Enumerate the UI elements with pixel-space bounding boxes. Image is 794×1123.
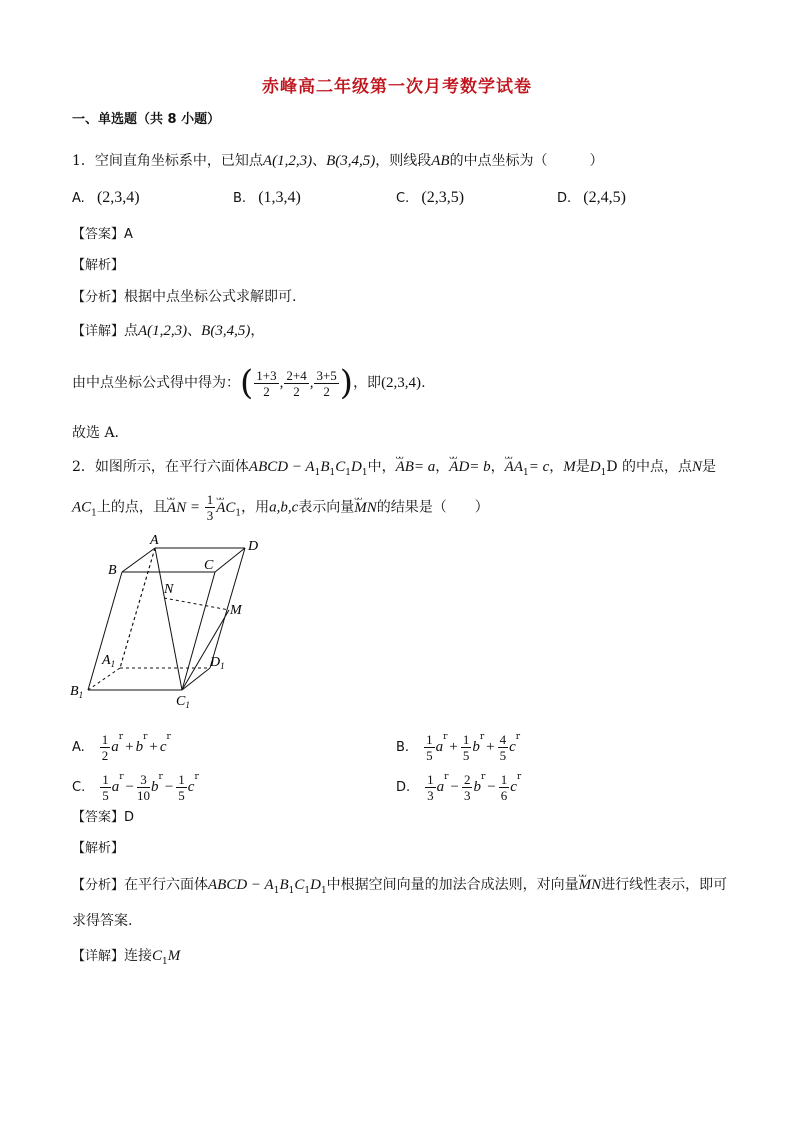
subscript: 1 — [345, 467, 351, 478]
edge-cd — [215, 548, 245, 572]
vector-ac1: ᴗᴗ AC — [216, 493, 235, 523]
denominator: 2 — [101, 747, 109, 763]
q1-point-a: A(1,2,3) — [262, 153, 313, 169]
denominator: 6 — [500, 787, 508, 803]
q2-stem-line1: 2．如图所示，在平行六面体ABCD − $A_1B_1C_1D_1$中，ᴗᴗ AB= a，ᴗᴗ AD= b，ᴗᴗ $AA_1= c$，M是$D_1D$ 的中点，点N是 — [72, 458, 716, 482]
edge-bb1 — [88, 572, 122, 690]
q1-option-c[interactable] — [396, 189, 464, 208]
label-a: A — [150, 533, 159, 548]
coefficient — [176, 772, 187, 803]
vector-symbol: a — [436, 779, 445, 795]
option-value: (2,3,5) — [421, 189, 465, 206]
stem-text: D 的中点，点 — [606, 459, 693, 475]
solid-name: ABCD − A — [208, 877, 274, 893]
edge-a1b1-hidden — [88, 668, 120, 690]
operator: + — [125, 739, 134, 755]
segment-d1d: D — [589, 459, 601, 475]
denominator: 2 — [263, 383, 270, 399]
q1-conclusion: 故选 A. — [72, 425, 120, 441]
vector-mark: r — [119, 772, 124, 782]
subscript: 1 — [320, 885, 327, 896]
numerator: 1 — [102, 771, 109, 787]
vector-symbol: b — [151, 779, 159, 795]
operator: − — [450, 779, 459, 795]
analysis-tag: 【分析】 — [72, 878, 125, 893]
coefficient — [100, 772, 111, 803]
denominator: 5 — [178, 787, 185, 803]
coefficient — [100, 732, 111, 763]
parallelepiped-figure — [60, 532, 280, 712]
numerator: 1 — [178, 771, 185, 787]
detail-text: 点 — [124, 323, 139, 339]
vector-symbol: c — [509, 739, 516, 755]
left-paren: ( — [240, 363, 254, 403]
operator: + — [486, 739, 495, 755]
denominator: 5 — [426, 747, 433, 763]
q2-detail — [72, 947, 180, 971]
q2-option-a[interactable] — [72, 720, 171, 765]
answer-tag: 【答案】 — [72, 810, 125, 825]
point-m: M — [167, 948, 181, 964]
solid-name: ABCD − A — [248, 459, 315, 475]
operator: + — [449, 739, 458, 755]
stem-text: 中， — [367, 459, 396, 475]
fraction-3 — [314, 368, 338, 399]
q1-analysis — [72, 288, 296, 307]
segment-c1m — [182, 610, 229, 690]
vector-mark: r — [515, 732, 521, 742]
q1-prefix: 1．空间直角坐标系中，已知点 — [72, 153, 263, 169]
stem-text: ，用 — [241, 499, 270, 516]
subscript: 1 — [162, 956, 168, 967]
edge-ab — [122, 548, 155, 572]
option-label: A. — [72, 191, 85, 206]
q2-analysis-line2: 求得答案. — [72, 913, 133, 929]
solid-name: C — [335, 459, 346, 475]
edge-c1d1 — [182, 668, 210, 690]
option-value: (1,3,4) — [258, 189, 301, 206]
q2-analysis-line1 — [72, 876, 727, 900]
vector-mark: r — [516, 772, 522, 782]
vector-symbol: b — [472, 739, 480, 755]
subscript: 1 — [273, 885, 280, 896]
vector-mark: r — [444, 772, 449, 782]
period: . — [421, 375, 426, 391]
detail-point-a: A(1,2,3) — [138, 323, 188, 339]
subscript: 1 — [288, 885, 295, 896]
vector-symbol: a — [111, 779, 120, 795]
vector-mark: r — [166, 732, 171, 742]
q1-suffix: 的中点坐标为（ ） — [449, 153, 604, 169]
q2-answer — [72, 808, 134, 827]
q1-stem — [72, 152, 604, 170]
vector-mn: ᴗᴗ MN — [354, 493, 377, 523]
denominator: 2 — [293, 383, 300, 399]
coefficient — [425, 772, 436, 803]
denominator: 5 — [499, 747, 507, 763]
denominator: 5 — [102, 787, 109, 803]
fraction-1 — [254, 368, 278, 399]
numerator: 1 — [426, 731, 433, 747]
q2-option-b[interactable] — [396, 720, 520, 765]
q2-stem-line2: $AC_1$上的点，且ᴗᴗ AN = $\frac{1}{3}$ ᴗᴗ $AC_1$，用a,b,c表示向量ᴗᴗ MN的结果是（ ） — [72, 492, 489, 528]
segment-ac1 — [155, 548, 182, 690]
segment-ac1: AC — [72, 499, 92, 516]
detail-text: 连接 — [124, 948, 153, 964]
coefficient — [498, 732, 509, 763]
denominator: 2 — [323, 383, 330, 399]
eq-a: = a — [413, 459, 436, 475]
point-n: N — [692, 459, 703, 475]
label-d1: $D_1$ — [210, 655, 225, 671]
vector-ab: ᴗᴗ AB — [396, 458, 414, 476]
detail-comma: ， — [250, 323, 265, 339]
detail-tag: 【详解】 — [72, 324, 125, 339]
solid-name: B — [279, 877, 289, 893]
numerator: 2 — [463, 771, 471, 787]
vector-mark: r — [143, 732, 148, 742]
page-title: 赤峰高二年级第一次月考数学试卷 — [262, 77, 532, 97]
vector-mark: r — [194, 772, 199, 782]
label-c1: $C_1$ — [176, 694, 190, 710]
edge-cc1 — [182, 572, 215, 690]
denominator: 10 — [137, 787, 150, 803]
answer-tag: 【答案】 — [72, 227, 125, 242]
point-m: M — [563, 459, 576, 475]
q1-segment: AB — [431, 153, 450, 169]
vector-mark: r — [158, 772, 163, 782]
analysis-text: 进行线性表示，即可 — [601, 877, 728, 893]
vector-mark: r — [479, 732, 485, 742]
basis-vectors: a,b,c — [269, 499, 299, 516]
segment-mn — [164, 598, 229, 610]
stem-text: 是 — [702, 459, 717, 475]
vector-symbol: a — [111, 739, 119, 755]
option-label: C. — [72, 780, 86, 795]
denominator: 3 — [463, 787, 471, 803]
answer-value: D — [124, 810, 135, 825]
numerator: 3 — [137, 772, 150, 788]
analysis-tag: 【分析】 — [72, 290, 125, 305]
vector-symbol: c — [187, 779, 195, 795]
vector-symbol: c — [510, 779, 517, 795]
numerator: 1 — [462, 731, 470, 747]
answer-value: A — [124, 227, 133, 242]
q1-sep: 、 — [312, 153, 327, 169]
vector-ad: ᴗᴗ AD — [449, 458, 469, 476]
operator: − — [164, 779, 174, 795]
label-n: N — [164, 582, 174, 597]
subscript: 1 — [522, 467, 529, 478]
vector-symbol: a — [435, 739, 444, 755]
q1-mid: ，则线段 — [375, 153, 432, 169]
q2-option-d[interactable] — [396, 760, 521, 805]
vector-symbol: c — [159, 739, 167, 755]
label-a1: $A_1$ — [102, 653, 116, 669]
option-label: A. — [72, 740, 85, 755]
subscript: 1 — [361, 467, 368, 478]
label-b: B — [108, 563, 117, 578]
vector-aa1: ᴗᴗ AA — [505, 458, 523, 476]
fraction-2 — [284, 368, 308, 399]
detail-sep: 、 — [187, 323, 202, 339]
stem-text: 上的点，且 — [96, 499, 167, 516]
numerator: 3+5 — [316, 367, 337, 383]
option-value: (2,3,4) — [96, 189, 140, 206]
coefficient — [137, 772, 150, 803]
numerator: 1 — [206, 492, 214, 507]
stem-text: 表示向量 — [298, 499, 355, 516]
solid-name: B — [320, 459, 330, 475]
subscript: 1 — [600, 467, 607, 478]
option-label: D. — [557, 191, 572, 206]
numerator: 1 — [427, 771, 434, 787]
denominator: 5 — [462, 747, 470, 763]
q1-detail-1 — [72, 322, 264, 341]
detail-text: ，即 — [353, 375, 382, 391]
segment-aa1 — [120, 548, 155, 668]
label-d: D — [248, 539, 259, 554]
solid-name: D — [351, 459, 362, 475]
q1-detail-2: 由中点坐标公式得中得为：( $\frac{1+3}{2}$ , $\frac{2+4}{2}$ , $\frac{3+5}{2}$ )，即(2,3,4). — [72, 363, 426, 403]
vector-an: ᴗᴗ AN — [167, 493, 186, 523]
point-c: C — [152, 948, 163, 964]
subscript: 1 — [314, 467, 321, 478]
detail-text: 由中点坐标公式得中得为： — [72, 375, 240, 391]
numerator: 4 — [499, 731, 507, 747]
detail-point-b: B(3,4,5) — [201, 323, 251, 339]
subscript: 1 — [235, 508, 242, 519]
solid-name: D — [310, 877, 321, 893]
coefficient — [424, 732, 435, 763]
stem-text: ， — [549, 459, 564, 475]
numerator: 2+4 — [286, 367, 307, 383]
right-paren: ) — [339, 363, 354, 403]
subscript: 1 — [91, 508, 97, 519]
coefficient — [499, 772, 510, 803]
eq-b: = b — [469, 459, 491, 475]
q1-point-b: B(3,4,5) — [326, 153, 376, 169]
vector-mn: ᴗᴗ MN — [579, 876, 602, 894]
numerator: 1 — [500, 771, 508, 787]
vector-mark: r — [480, 772, 486, 782]
operator: − — [487, 779, 496, 795]
eq-c: = c — [528, 459, 550, 475]
operator: − — [125, 779, 134, 795]
vector-mark: r — [118, 732, 124, 742]
subscript: 1 — [304, 885, 311, 896]
label-c: C — [204, 558, 214, 573]
vector-symbol: b — [473, 779, 481, 795]
q1-option-a[interactable] — [72, 189, 140, 208]
option-value: (2,4,5) — [583, 189, 626, 206]
result: (2,3,4) — [381, 375, 422, 391]
detail-tag: 【详解】 — [72, 949, 125, 964]
stem-text: 的结果是（ ） — [376, 499, 489, 516]
analysis-text: 中根据空间向量的加法合成法则，对向量 — [326, 877, 579, 893]
option-label: B. — [396, 740, 410, 755]
numerator: 1+3 — [256, 367, 277, 383]
q2-option-c[interactable] — [72, 760, 199, 805]
q1-jiexi: 【解析】 — [72, 258, 125, 273]
label-b1: $B_1$ — [70, 684, 84, 700]
vector-symbol: b — [135, 739, 144, 755]
solid-name: C — [294, 877, 305, 893]
vector-mark: r — [443, 732, 448, 742]
analysis-text: 在平行六面体 — [124, 877, 209, 893]
q1-answer — [72, 225, 133, 244]
q1-option-b[interactable] — [233, 189, 301, 208]
option-label: B. — [233, 191, 247, 206]
numerator: 1 — [101, 731, 109, 747]
label-m: M — [230, 603, 242, 618]
stem-text: 2．如图所示，在平行六面体 — [72, 459, 249, 475]
q1-option-d[interactable] — [557, 189, 626, 208]
coefficient — [461, 732, 472, 763]
fraction-one-third — [205, 492, 216, 523]
coefficient — [462, 772, 473, 803]
q2-jiexi: 【解析】 — [72, 841, 125, 856]
analysis-text: 根据中点坐标公式求解即可. — [124, 289, 297, 305]
option-label: C. — [396, 191, 410, 206]
option-label: D. — [396, 780, 411, 795]
denominator: 3 — [206, 508, 214, 523]
denominator: 3 — [427, 787, 434, 803]
subscript: 1 — [329, 467, 336, 478]
operator: + — [149, 739, 158, 755]
section-heading: 一、单选题（共 8 小题） — [72, 112, 221, 127]
stem-text: 是 — [575, 459, 590, 475]
